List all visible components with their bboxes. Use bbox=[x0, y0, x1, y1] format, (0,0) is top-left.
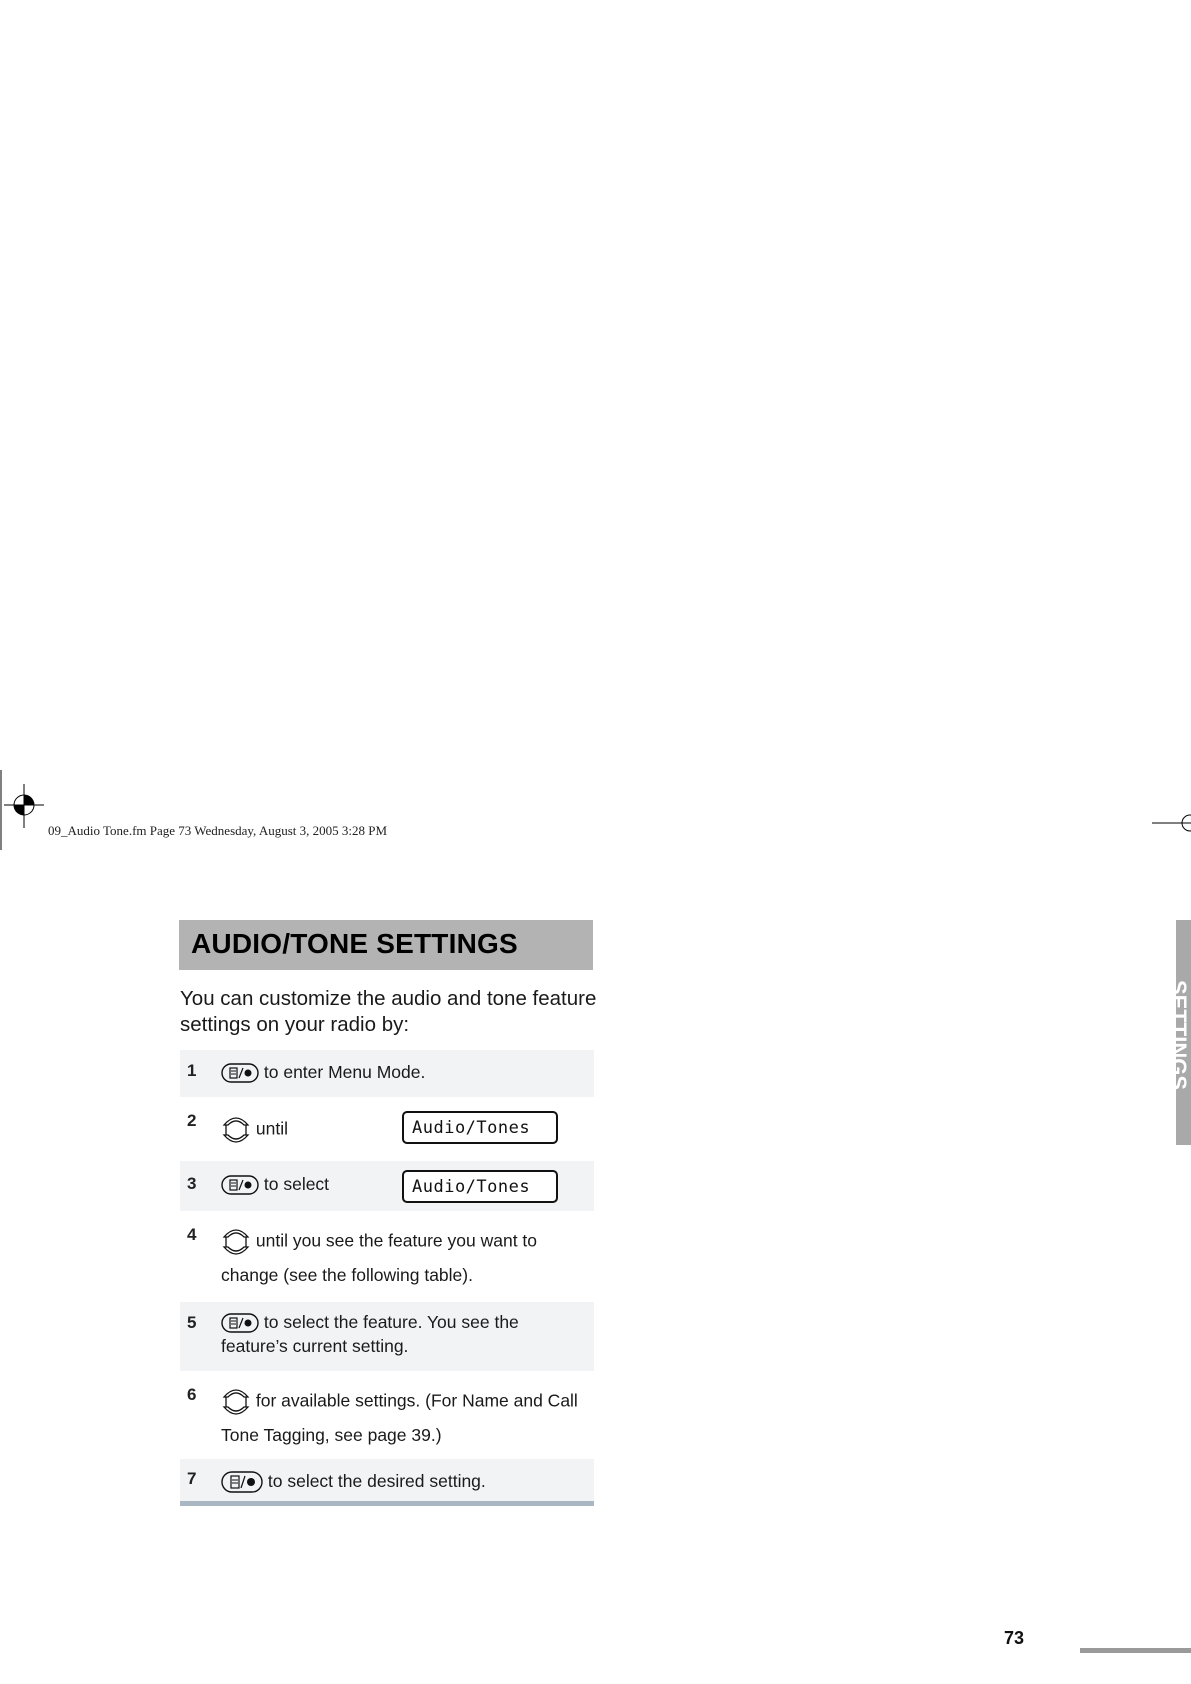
step-row bbox=[180, 1211, 594, 1302]
step-text: until bbox=[255, 1118, 288, 1139]
step-text: for available settings. (For Name and Call bbox=[255, 1390, 578, 1411]
step-number: 6 bbox=[187, 1385, 197, 1404]
menu-ok-button-icon bbox=[221, 1471, 263, 1493]
menu-ok-button-icon bbox=[221, 1063, 259, 1083]
step-row bbox=[180, 1302, 594, 1371]
step-row bbox=[180, 1371, 594, 1459]
page-title: AUDIO/TONE SETTINGS bbox=[191, 928, 518, 959]
scroll-arrows-icon bbox=[221, 1223, 251, 1261]
side-tab-label: SETTINGS bbox=[1166, 980, 1191, 1091]
page-number: 73 bbox=[1004, 1628, 1025, 1648]
file-header-line: 09_Audio Tone.fm Page 73 Wednesday, August 3, 2005 3:28 PM bbox=[48, 823, 388, 838]
step-row bbox=[180, 1459, 594, 1504]
step-number: 4 bbox=[187, 1225, 197, 1244]
step-text: to enter Menu Mode. bbox=[263, 1062, 426, 1082]
step-row bbox=[180, 1161, 594, 1211]
step-text-continued: Tone Tagging, see page 39.) bbox=[221, 1425, 442, 1445]
menu-ok-button-icon bbox=[221, 1313, 259, 1333]
intro-paragraph: You can customize the audio and tone feature settings on your radio by: bbox=[180, 987, 597, 1036]
step-number: 7 bbox=[187, 1469, 197, 1488]
step-number: 1 bbox=[187, 1061, 197, 1080]
lcd-display bbox=[402, 1170, 558, 1203]
step-text: to select the feature. You see the bbox=[263, 1312, 519, 1332]
scroll-arrows-icon bbox=[221, 1111, 251, 1149]
side-section-tab bbox=[1166, 920, 1191, 1145]
step-text: to select the desired setting. bbox=[267, 1471, 486, 1491]
step-text-continued: feature’s current setting. bbox=[221, 1336, 409, 1356]
step-number: 2 bbox=[187, 1111, 197, 1130]
registration-mark-icon bbox=[1150, 808, 1191, 838]
scroll-arrows-icon bbox=[221, 1383, 251, 1421]
lcd-display-text: Audio/Tones bbox=[412, 1118, 531, 1138]
step-row bbox=[180, 1050, 594, 1097]
step-number: 3 bbox=[187, 1174, 197, 1193]
step-row bbox=[180, 1097, 594, 1161]
step-number: 5 bbox=[187, 1313, 197, 1332]
steps-table bbox=[180, 1050, 594, 1504]
step-text: to select bbox=[263, 1174, 330, 1194]
step-text: until you see the feature you want to bbox=[255, 1230, 538, 1251]
section-title-bar bbox=[179, 920, 593, 970]
lcd-display-text: Audio/Tones bbox=[412, 1177, 531, 1197]
page-footer-bar bbox=[1080, 1648, 1191, 1653]
lcd-display bbox=[402, 1111, 558, 1144]
table-bottom-rule bbox=[180, 1501, 594, 1506]
step-text-continued: change (see the following table). bbox=[221, 1265, 473, 1285]
menu-ok-button-icon bbox=[221, 1175, 259, 1195]
